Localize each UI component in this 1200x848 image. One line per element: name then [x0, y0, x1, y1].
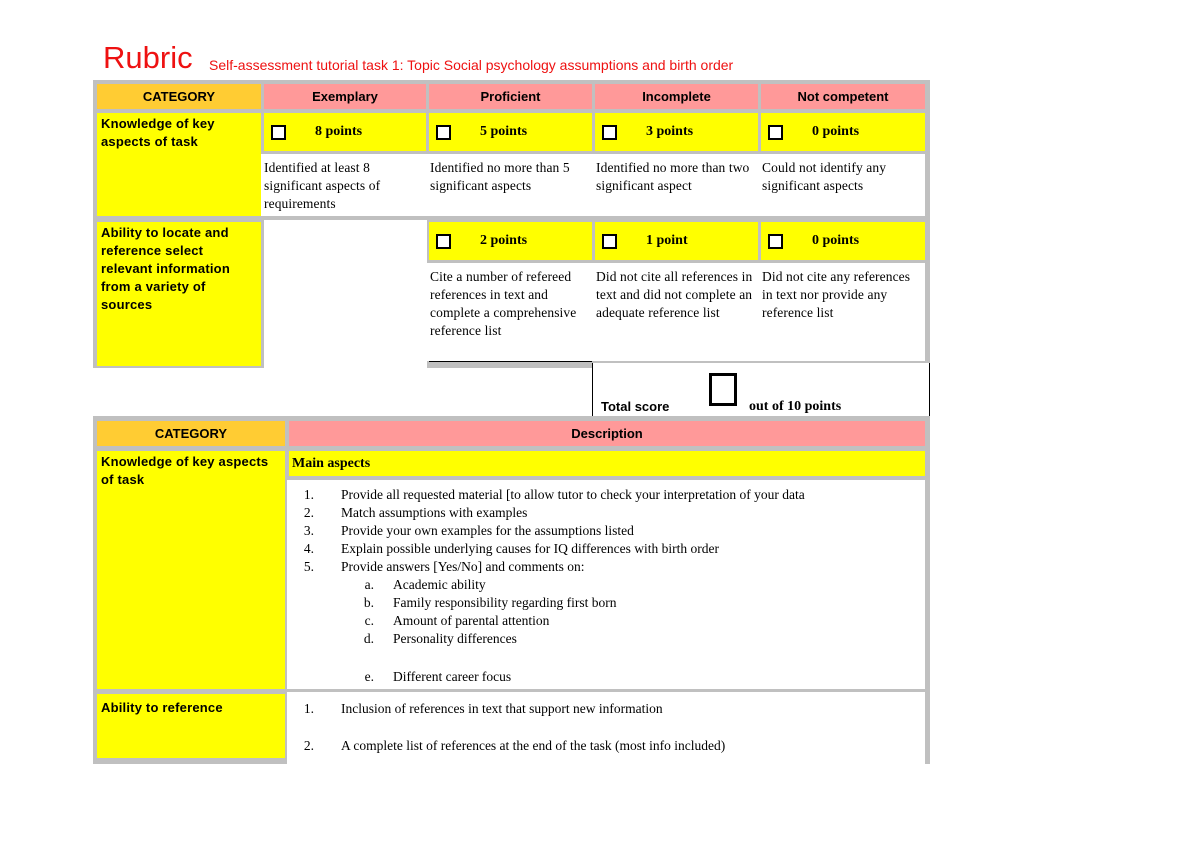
rubric-title: Rubric [103, 40, 193, 75]
description-not-competent-2: Did not cite any references in text nor provide any reference list [759, 263, 925, 361]
points-label: 0 points [812, 124, 860, 139]
description-not-competent: Could not identify any significant aspects [759, 154, 925, 216]
header-category: CATEGORY [97, 84, 261, 109]
total-score-label: Total score [601, 399, 670, 414]
checkbox[interactable] [768, 125, 783, 140]
desc-category-knowledge: Knowledge of key aspects of task [97, 451, 285, 689]
points-label: 1 point [646, 233, 688, 248]
points-cell-incomplete-2 [595, 222, 758, 260]
checkbox[interactable] [436, 234, 451, 249]
header-exemplary: Exemplary [264, 84, 426, 109]
main-aspects-list: 1. Provide all requested material [to allow tutor to check your interpretation of your data 2. Match assumptions with examples 3. Provide your own examples for the assumptions listed 4. Explain possible underlying causes for IQ differences with birth order 5. Provide answers [Yes/No] and comments on: a. Academic ability b. Family responsibility regarding first born c. Amount of parental attention d. Personality differences e. Different career focus [287, 480, 925, 689]
checkbox[interactable] [768, 234, 783, 249]
description-proficient: Identified no more than 5 significant aspects [427, 154, 593, 216]
checkbox[interactable] [271, 125, 286, 140]
points-cell-exemplary [264, 113, 426, 151]
header-incomplete: Incomplete [595, 84, 758, 109]
description-exemplary: Identified at least 8 significant aspects of requirements [261, 154, 427, 216]
description-proficient-2: Cite a number of refereed references in text and complete a comprehensive reference list [427, 263, 593, 361]
desc-header-description: Description [289, 421, 925, 446]
category-knowledge: Knowledge of key aspects of task [97, 113, 261, 216]
checkbox[interactable] [436, 125, 451, 140]
points-cell-proficient [429, 113, 592, 151]
desc-header-category: CATEGORY [97, 421, 285, 446]
checkbox[interactable] [602, 234, 617, 249]
rubric-subtitle: Self-assessment tutorial task 1: Topic Social psychology assumptions and birth order [209, 57, 734, 73]
empty-exemplary-cell [264, 220, 427, 368]
header-not-competent: Not competent [761, 84, 925, 109]
description-incomplete-2: Did not cite all references in text and did not complete an adequate reference list [593, 263, 759, 361]
checkbox[interactable] [602, 125, 617, 140]
desc-category-reference: Ability to reference [97, 694, 285, 758]
points-label: 5 points [480, 124, 528, 139]
points-cell-proficient-2 [429, 222, 592, 260]
points-cell-not-competent [761, 113, 925, 151]
reference-list: 1. Inclusion of references in text that support new information 2. A complete list of references at the end of the task (most info included) [287, 692, 925, 764]
main-aspects-heading: Main aspects [289, 451, 925, 476]
points-label: 0 points [812, 233, 860, 248]
category-referencing: Ability to locate and reference select relevant information from a variety of sources [97, 222, 261, 366]
points-label: 2 points [480, 233, 528, 248]
points-label: 3 points [646, 124, 694, 139]
points-cell-not-competent-2 [761, 222, 925, 260]
row-bottom-line [429, 361, 592, 362]
total-score-suffix: out of 10 points [749, 399, 842, 414]
description-incomplete: Identified no more than two significant aspect [593, 154, 759, 216]
total-score-box[interactable] [709, 373, 737, 406]
points-label: 8 points [315, 124, 363, 139]
header-proficient: Proficient [429, 84, 592, 109]
points-cell-incomplete [595, 113, 758, 151]
